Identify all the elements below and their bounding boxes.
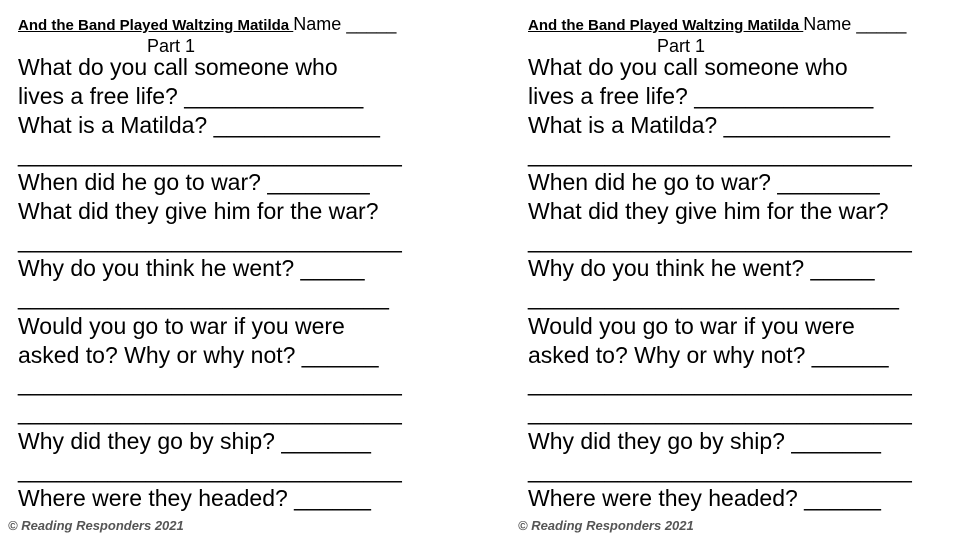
question-line: Why did they go by ship? _______ [18, 428, 371, 454]
question-line: Where were they headed? ______ [528, 485, 881, 511]
question-line: What is a Matilda? _____________ [18, 112, 380, 138]
worksheet-title: And the Band Played Waltzing Matilda [18, 17, 294, 34]
question-line: Where were they headed? ______ [18, 485, 371, 511]
part-label: Part 1 [147, 36, 196, 56]
worksheet-left [18, 0, 458, 540]
question-line: asked to? Why or why not? ______ [18, 342, 379, 368]
answer-line: ______________________________ [528, 227, 912, 253]
answer-line: ______________________________ [18, 370, 402, 396]
answer-line: ______________________________ [528, 399, 912, 425]
question-line: When did he go to war? ________ [18, 169, 370, 195]
question-line: Why do you think he went? _____ [528, 255, 875, 281]
answer-line: _____________________________ [528, 284, 899, 310]
answer-line: _____________________________ [18, 284, 389, 310]
name-field-label: Name _____ [293, 14, 397, 34]
question-line: What did they give him for the war? [18, 198, 379, 224]
worksheet-right [528, 0, 960, 540]
question-line: What do you call someone who [528, 54, 848, 80]
question-line: When did he go to war? ________ [528, 169, 880, 195]
part-label: Part 1 [657, 36, 706, 56]
answer-line: ______________________________ [18, 141, 402, 167]
worksheet-title: And the Band Played Waltzing Matilda [528, 17, 804, 34]
answer-line: ______________________________ [528, 457, 912, 483]
question-line: What is a Matilda? _____________ [528, 112, 890, 138]
question-line: lives a free life? ______________ [18, 83, 364, 109]
question-line: Why do you think he went? _____ [18, 255, 365, 281]
question-line: Would you go to war if you were [528, 313, 855, 339]
answer-line: ______________________________ [528, 141, 912, 167]
question-line: What did they give him for the war? [528, 198, 889, 224]
name-field-label: Name _____ [803, 14, 907, 34]
answer-line: ______________________________ [18, 399, 402, 425]
copyright-footer: © Reading Responders 2021 [8, 518, 184, 533]
question-line: Would you go to war if you were [18, 313, 345, 339]
worksheet-header [18, 13, 396, 37]
copyright-footer: © Reading Responders 2021 [518, 518, 694, 533]
question-line: What do you call someone who [18, 54, 338, 80]
question-line: Why did they go by ship? _______ [528, 428, 881, 454]
answer-line: ______________________________ [18, 227, 402, 253]
answer-line: ______________________________ [528, 370, 912, 396]
answer-line: ______________________________ [18, 457, 402, 483]
question-line: asked to? Why or why not? ______ [528, 342, 889, 368]
worksheet-header [528, 13, 906, 37]
question-line: lives a free life? ______________ [528, 83, 874, 109]
